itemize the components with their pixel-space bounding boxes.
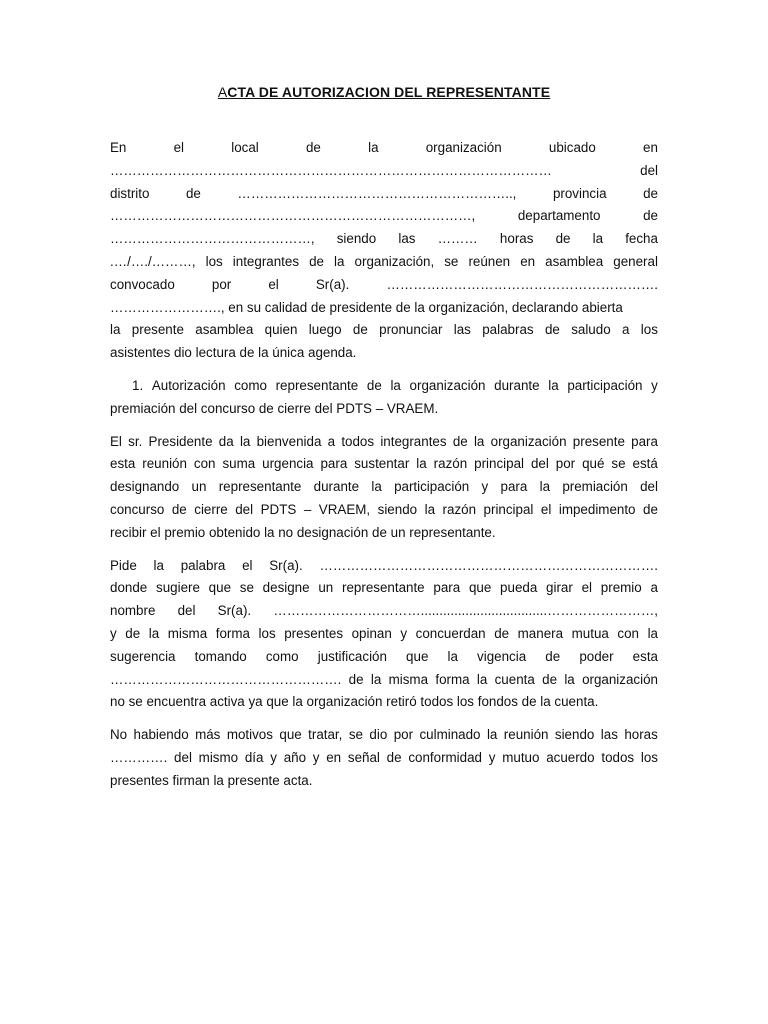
word: Presidente [148, 433, 213, 449]
word: que [279, 727, 302, 743]
word: distrito [110, 185, 150, 201]
word: y [400, 625, 408, 641]
word: …………………………………………………….., [237, 185, 517, 201]
word: con [193, 456, 216, 472]
word: 1. [132, 377, 144, 393]
text-line [110, 398, 658, 421]
word: representante [275, 377, 359, 393]
word: culminado [419, 727, 481, 743]
text-line [110, 669, 658, 692]
word: opinan [351, 625, 392, 641]
word: Sr(a). [315, 276, 350, 292]
text-line [110, 137, 658, 160]
word: organización [582, 671, 658, 687]
word: como [265, 648, 299, 664]
word: la [334, 253, 345, 269]
text-line [110, 577, 658, 600]
word: las [600, 727, 618, 743]
word: todos [341, 433, 375, 449]
text-line [110, 623, 658, 646]
word: premio [600, 580, 642, 596]
word: un [191, 479, 207, 495]
text-line [110, 555, 658, 578]
word: la [486, 727, 498, 743]
word: por [555, 456, 576, 472]
word: forma [435, 671, 470, 687]
word: departamento [517, 208, 601, 224]
word: presente [572, 433, 625, 449]
paragraph-speaker [110, 555, 658, 715]
word: la [148, 625, 160, 641]
text-line [110, 691, 658, 714]
title-rest: CTA DE AUTORIZACION DEL REPRESENTANTE [227, 84, 551, 100]
word: de [545, 648, 561, 664]
word: un [318, 580, 334, 596]
word: siendo [336, 231, 377, 247]
word: Sr(a). [217, 603, 252, 619]
word: premiación [562, 479, 628, 495]
word: y [481, 479, 489, 495]
word: a [327, 433, 336, 449]
word: esta [110, 456, 136, 472]
text-line [110, 228, 658, 251]
text-line [110, 319, 658, 342]
word: de [386, 749, 402, 765]
word: pronunciar [379, 322, 443, 338]
word: designe [262, 580, 310, 596]
word: organización, [354, 253, 435, 269]
word: de [643, 208, 658, 224]
word: los [640, 322, 658, 338]
word: forma [215, 625, 250, 641]
word: año [283, 749, 307, 765]
word: impedimento [558, 501, 636, 517]
word: y [312, 749, 320, 765]
word: ……………………………………………………. [386, 276, 658, 292]
word: la [110, 322, 121, 338]
word: y [270, 749, 277, 765]
word: da [218, 433, 234, 449]
word: para [433, 580, 461, 596]
word: a [622, 322, 630, 338]
word: sugiere [156, 580, 200, 596]
text-line [110, 297, 658, 320]
word: reunión [142, 456, 187, 472]
word: ……… [437, 231, 478, 247]
word: bienvenida [256, 433, 322, 449]
word: la [473, 433, 485, 449]
word: conformidad [408, 749, 483, 765]
word: el [540, 501, 552, 517]
text-line [110, 274, 658, 297]
word: del [235, 501, 254, 517]
word: más [195, 727, 221, 743]
word: ……………………………………………. [110, 671, 342, 687]
text-line [110, 160, 658, 183]
word: la [592, 231, 604, 247]
word: dio [369, 727, 388, 743]
word: los [640, 749, 658, 765]
word: de [366, 377, 382, 393]
document-title [0, 84, 768, 100]
text-line [110, 646, 658, 669]
text-run: ……………………., en su calidad de presidente de la organización, declarando abierta [110, 299, 623, 315]
word: asamblea [545, 253, 604, 269]
word: del [640, 479, 658, 495]
word: la [476, 671, 488, 687]
word: En [110, 140, 127, 155]
word: de [352, 322, 368, 338]
text-line [110, 724, 658, 747]
word: horas [499, 231, 534, 247]
word: palabra [180, 557, 226, 573]
word: ………………………………………………………………………, [110, 208, 476, 224]
word: participación [567, 377, 643, 393]
word: de [309, 253, 324, 269]
word: mutua [571, 625, 609, 641]
word: la [370, 671, 382, 687]
word: la [447, 648, 458, 664]
word: horas [624, 727, 658, 743]
word: en [520, 253, 536, 269]
word: organización [490, 433, 567, 449]
word: cuenta [494, 671, 535, 687]
word: representante [218, 479, 302, 495]
text-line [110, 342, 658, 365]
word: la [416, 456, 427, 472]
word: misma [167, 625, 208, 641]
text-line [110, 476, 658, 499]
word: – [303, 501, 312, 517]
word: de [542, 671, 558, 687]
word: integrantes [380, 433, 447, 449]
word: urgencia [262, 456, 314, 472]
word: razón [442, 501, 477, 517]
word: para [500, 479, 528, 495]
word: qué [582, 456, 605, 472]
word: durante [494, 377, 540, 393]
word: concurso [110, 501, 165, 517]
word: de [305, 140, 321, 155]
word: de [452, 433, 468, 449]
text-line [110, 499, 658, 522]
word: y [488, 749, 496, 765]
word: justificación [317, 648, 387, 664]
word: ubicado [548, 140, 596, 155]
word: de [643, 185, 658, 201]
word: la [424, 501, 436, 517]
text-line [110, 251, 658, 274]
title-first-letter: A [217, 84, 228, 100]
word: donde [110, 580, 148, 596]
word: el [173, 140, 185, 155]
word: quien [264, 322, 298, 338]
word: por [393, 727, 414, 743]
text-line [110, 183, 658, 206]
word: asamblea [195, 322, 254, 338]
word: El [110, 433, 122, 449]
word: principal [483, 501, 534, 517]
word: para [320, 456, 348, 472]
text-line [110, 747, 658, 770]
word: ………………………………………, [110, 231, 315, 247]
word: durante [313, 479, 360, 495]
text-line [110, 453, 658, 476]
word: del [177, 603, 196, 619]
word: esta [632, 648, 658, 664]
word: girar [546, 580, 573, 596]
word: …………. [110, 749, 168, 765]
word: tratar, [308, 727, 343, 743]
text-run: recibir el premio obtenido la no designación de un representante. [110, 524, 496, 540]
word: la [647, 625, 658, 641]
word: está [632, 456, 658, 472]
word: palabras [482, 322, 534, 338]
word: representante [342, 580, 425, 596]
word: la [368, 140, 379, 155]
word: luego [308, 322, 342, 338]
word: las [453, 322, 471, 338]
word: los [258, 625, 276, 641]
word: la [153, 557, 164, 573]
word: organización [425, 140, 502, 155]
word: las [398, 231, 416, 247]
word: de [544, 322, 560, 338]
word: presente [131, 322, 184, 338]
word: siendo [377, 501, 418, 517]
word: del [530, 456, 549, 472]
text-run: no se encuentra activa ya que la organización retiró todos los fondos de la cuenta. [110, 694, 599, 710]
word: de [348, 671, 364, 687]
word: poder [579, 648, 614, 664]
word: con [617, 625, 639, 641]
word: VRAEM, [318, 501, 371, 517]
word: participación [394, 479, 470, 495]
word: suma [222, 456, 256, 472]
word: concuerdan [415, 625, 486, 641]
word: reúnen [468, 253, 511, 269]
word: el [242, 557, 253, 573]
word: de [125, 625, 141, 641]
word: sr. [128, 433, 143, 449]
word: general [613, 253, 658, 269]
word: mutuo [502, 749, 540, 765]
word: y [110, 625, 117, 641]
word: convocado [110, 276, 175, 292]
paragraph-closing [110, 724, 658, 792]
word: sustentar [354, 456, 410, 472]
word: saludo [571, 322, 611, 338]
word: el [581, 580, 593, 596]
word: mismo [198, 749, 239, 765]
word: que [208, 580, 232, 596]
word: del [640, 162, 658, 178]
word: Sr(a). [269, 557, 303, 573]
text-run: asistentes dio lectura de la única agenda. [110, 345, 357, 361]
text-line [110, 600, 658, 623]
word: de [494, 625, 510, 641]
text-line [110, 205, 658, 228]
word: presentes [284, 625, 344, 641]
word: la [239, 433, 251, 449]
word: provincia [552, 185, 607, 201]
word: misma [388, 671, 429, 687]
text-run: presentes firman la presente acta. [110, 772, 313, 788]
word: todos [601, 749, 635, 765]
word: fecha [625, 231, 658, 247]
word: de [171, 501, 187, 517]
word: Autorización [151, 377, 226, 393]
word: .…/…./………, [110, 253, 196, 269]
word: nombre [110, 603, 156, 619]
word: a [650, 580, 658, 596]
word: tomando [194, 648, 247, 664]
word: razón [433, 456, 468, 472]
word: por [211, 276, 232, 292]
word: local [231, 140, 259, 155]
word: del [174, 749, 192, 765]
word: para [631, 433, 658, 449]
word: reunión [503, 727, 549, 743]
word: señal [347, 749, 380, 765]
word: se [348, 727, 363, 743]
text-line [110, 522, 658, 545]
word: PDTS [260, 501, 297, 517]
text-run: premiación del concurso de cierre del PDTS – VRAEM. [110, 400, 439, 416]
word: organización [409, 377, 486, 393]
word: habiendo [133, 727, 189, 743]
word: sugerencia [110, 648, 176, 664]
word: y [651, 377, 658, 393]
word: la [564, 671, 575, 687]
word: de [555, 231, 571, 247]
word: vigencia [477, 648, 527, 664]
word: siendo [554, 727, 595, 743]
word: que [406, 648, 429, 664]
word: cierre [194, 501, 228, 517]
word: motivos [226, 727, 273, 743]
word: de [643, 501, 658, 517]
word: en [326, 749, 342, 765]
agenda-item-1 [110, 375, 658, 421]
word: se [611, 456, 626, 472]
paragraph-opening [110, 137, 658, 365]
word: se [444, 253, 459, 269]
word: la [548, 377, 559, 393]
word: integrantes [232, 253, 300, 269]
text-line [110, 375, 658, 398]
word: se [239, 580, 254, 596]
word: día [244, 749, 264, 765]
word: pueda [500, 580, 538, 596]
word: que [468, 580, 492, 596]
word: No [110, 727, 128, 743]
word: manera [517, 625, 564, 641]
text-line [110, 431, 658, 454]
word: ……………………………………………………………………………………… [110, 162, 552, 178]
word: de [185, 185, 201, 201]
word: Pide [110, 557, 137, 573]
text-line [110, 770, 658, 793]
word: la [539, 479, 551, 495]
word: principal [474, 456, 524, 472]
word: designando [110, 479, 180, 495]
word: …………………………………………………………………. [319, 557, 658, 573]
word: ……………………………..................................……………………, [273, 603, 658, 619]
document-body [110, 137, 658, 793]
word: los [205, 253, 223, 269]
word: la [371, 479, 382, 495]
word: la [390, 377, 401, 393]
paragraph-president [110, 431, 658, 545]
word: en [643, 140, 658, 155]
word: acuerdo [546, 749, 595, 765]
word: como [234, 377, 267, 393]
word: el [268, 276, 279, 292]
